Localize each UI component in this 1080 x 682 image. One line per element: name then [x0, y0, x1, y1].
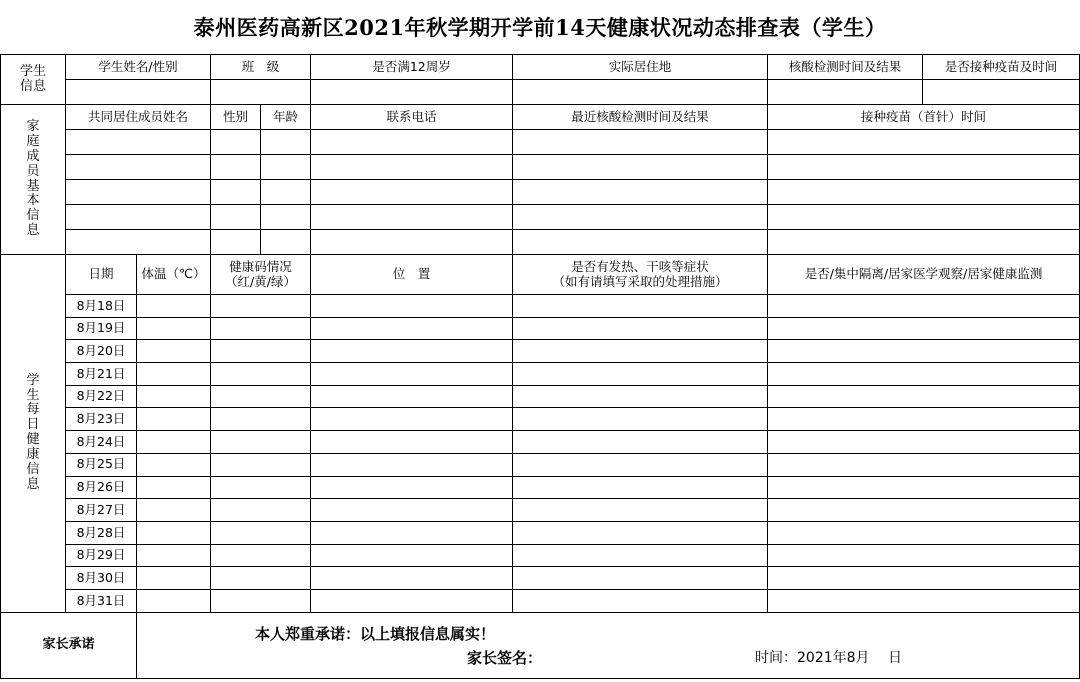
- page-title: 泰州医药高新区2021年秋学期开学前14天健康状况动态排查表（学生）: [193, 15, 887, 40]
- header-member-nucleic: 最近核酸检测时间及结果: [513, 105, 768, 130]
- header-over-12: 是否满12周岁: [311, 55, 513, 80]
- header-quarantine: 是否/集中隔离/居家医学观察/居家健康监测: [768, 255, 1080, 295]
- header-location: 位 置: [311, 255, 513, 295]
- student-class-field[interactable]: [211, 80, 311, 105]
- parent-promise-label: 家长承诺: [1, 612, 137, 678]
- student-name-field[interactable]: [66, 80, 211, 105]
- date-cell: 8月27日: [66, 499, 137, 522]
- family-row: [1, 130, 1080, 155]
- header-member-name: 共同居住成员姓名: [66, 105, 211, 130]
- daily-row: [1, 408, 1080, 431]
- family-row: [1, 230, 1080, 255]
- daily-row: [1, 589, 1080, 612]
- student-residence-field[interactable]: [513, 80, 768, 105]
- daily-row: [1, 567, 1080, 590]
- daily-info-label: 学 生 每 日 健 康 信 息: [1, 255, 66, 613]
- pledge-text: 本人郑重承诺：以上填报信息属实！: [255, 624, 496, 643]
- daily-row: [1, 499, 1080, 522]
- promise-area: [137, 612, 1080, 678]
- header-vaccination: 是否接种疫苗及时间: [923, 55, 1080, 80]
- family-row: [1, 205, 1080, 230]
- date-cell: 8月29日: [66, 544, 137, 567]
- daily-row: [1, 340, 1080, 363]
- date-cell: 8月31日: [66, 589, 137, 612]
- header-residence: 实际居住地: [513, 55, 768, 80]
- student-info-label: 学生 信息: [1, 55, 66, 105]
- header-class: 班 级: [211, 55, 311, 80]
- daily-row: [1, 295, 1080, 318]
- date-cell: 8月19日: [66, 317, 137, 340]
- student-over-12-field[interactable]: [311, 80, 513, 105]
- date-cell: 8月18日: [66, 295, 137, 318]
- family-row: [1, 155, 1080, 180]
- daily-row: [1, 544, 1080, 567]
- student-vaccine-field[interactable]: [923, 80, 1080, 105]
- daily-row: [1, 521, 1080, 544]
- header-nucleic-test: 核酸检测时间及结果: [768, 55, 923, 80]
- date-cell: 8月24日: [66, 431, 137, 454]
- date-cell: 8月20日: [66, 340, 137, 363]
- header-member-vaccine: 接种疫苗（首针）时间: [768, 105, 1080, 130]
- date-cell: 8月25日: [66, 453, 137, 476]
- header-student-name-gender: 学生姓名/性别: [66, 55, 211, 80]
- date-cell: 8月30日: [66, 567, 137, 590]
- family-info-label: 家 庭 成 员 基 本 信 息: [1, 105, 66, 255]
- date-cell: 8月23日: [66, 408, 137, 431]
- header-member-gender: 性别: [211, 105, 261, 130]
- header-symptoms: 是否有发热、干咳等症状 （如有请填写采取的处理措施）: [513, 255, 768, 295]
- daily-row: [1, 453, 1080, 476]
- family-row: [1, 180, 1080, 205]
- date-cell: 8月26日: [66, 476, 137, 499]
- daily-row: [1, 476, 1080, 499]
- parent-signature-label[interactable]: 家长签名：: [467, 648, 543, 667]
- header-temperature: 体温（℃）: [137, 255, 211, 295]
- student-input-row: [1, 80, 1080, 105]
- daily-row: [1, 363, 1080, 386]
- header-health-code: 健康码情况 （红/黄/绿）: [211, 255, 311, 295]
- header-member-age: 年龄: [261, 105, 311, 130]
- sign-date-field[interactable]: 时间：2021年8月 日: [755, 649, 902, 666]
- header-member-phone: 联系电话: [311, 105, 513, 130]
- health-form-table: [0, 54, 1080, 679]
- date-cell: 8月28日: [66, 521, 137, 544]
- student-nucleic-field[interactable]: [768, 80, 923, 105]
- daily-row: [1, 317, 1080, 340]
- date-cell: 8月21日: [66, 363, 137, 386]
- daily-row: [1, 385, 1080, 408]
- daily-row: [1, 431, 1080, 454]
- date-cell: 8月22日: [66, 385, 137, 408]
- header-date: 日期: [66, 255, 137, 295]
